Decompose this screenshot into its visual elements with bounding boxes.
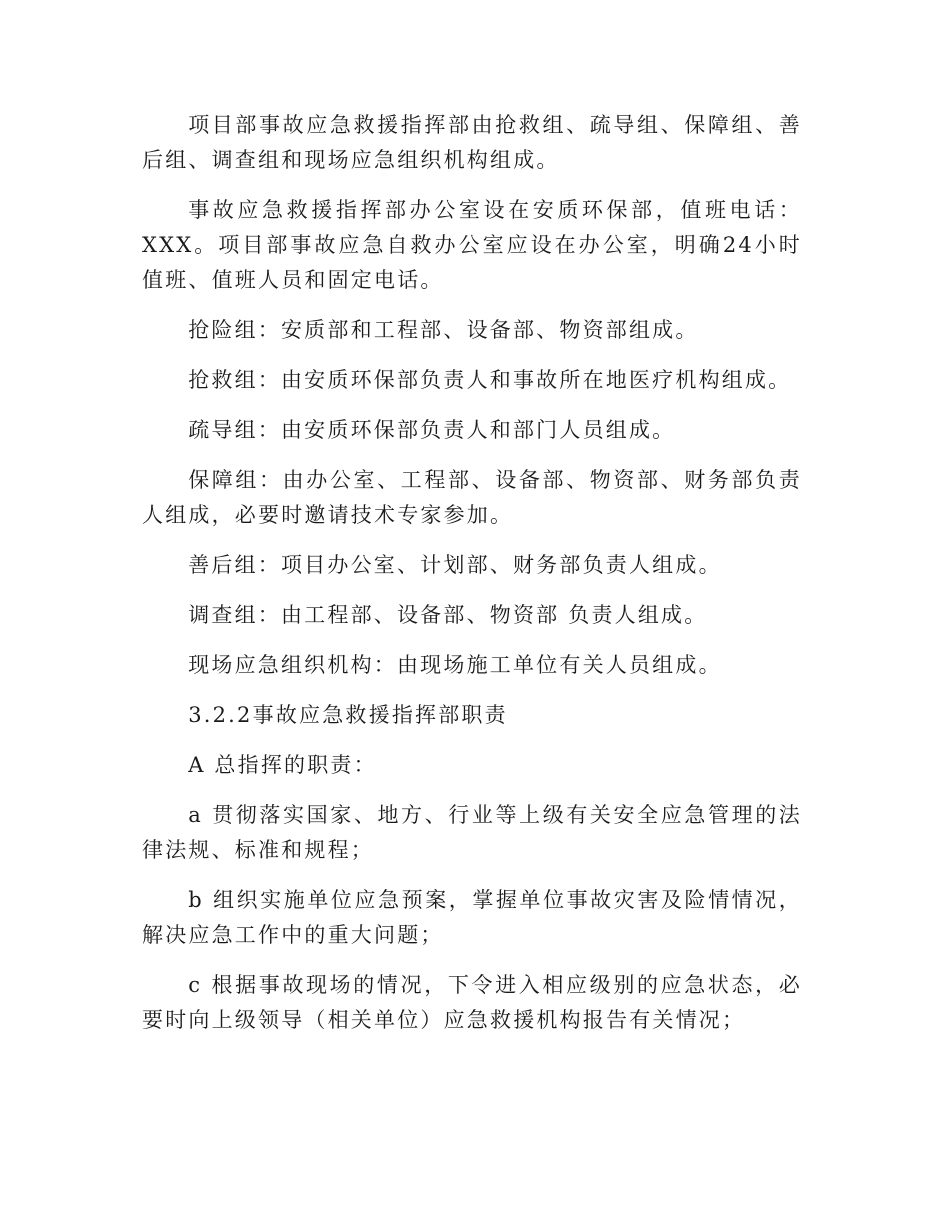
paragraph: 现场应急组织机构：由现场施工单位有关人员组成。: [188, 653, 722, 677]
paragraph: 善后组：项目办公室、计划部、财务部负责人组成。: [188, 553, 722, 577]
paragraph: c 根据事故现场的情况，下令进入相应级别的应急状态，必要时向上级领导（相关单位）应急救援机构报告有关情况；: [142, 973, 802, 1032]
paragraph: a 贯彻落实国家、地方、行业等上级有关安全应急管理的法律法规、标准和规程；: [142, 803, 802, 862]
paragraph: 抢险组：安质部和工程部、设备部、物资部组成。: [188, 318, 699, 342]
paragraph: b 组织实施单位应急预案，掌握单位事故灾害及险情情况，解决应急工作中的重大问题；: [142, 888, 802, 947]
paragraph: 调查组：由工程部、设备部、物资部 负责人组成。: [188, 603, 708, 627]
subsection-heading: A 总指挥的职责：: [188, 753, 377, 777]
paragraph: 事故应急救援指挥部办公室设在安质环保部，值班电话：XXX。项目部事故应急自救办公室应设在办公室，明确24小时值班、值班人员和固定电话。: [142, 198, 802, 292]
paragraph: 项目部事故应急救援指挥部由抢救组、疏导组、保障组、善后组、调查组和现场应急组织机构组成。: [142, 113, 802, 172]
paragraph: 保障组：由办公室、工程部、设备部、物资部、财务部负责人组成，必要时邀请技术专家参加。: [142, 468, 802, 527]
section-heading: 3.2.2事故应急救援指挥部职责: [188, 703, 508, 727]
document-body: [142, 108, 802, 1053]
paragraph: 抢救组：由安质环保部负责人和事故所在地医疗机构组成。: [188, 368, 792, 392]
paragraph: 疏导组：由安质环保部负责人和部门人员组成。: [188, 418, 676, 442]
